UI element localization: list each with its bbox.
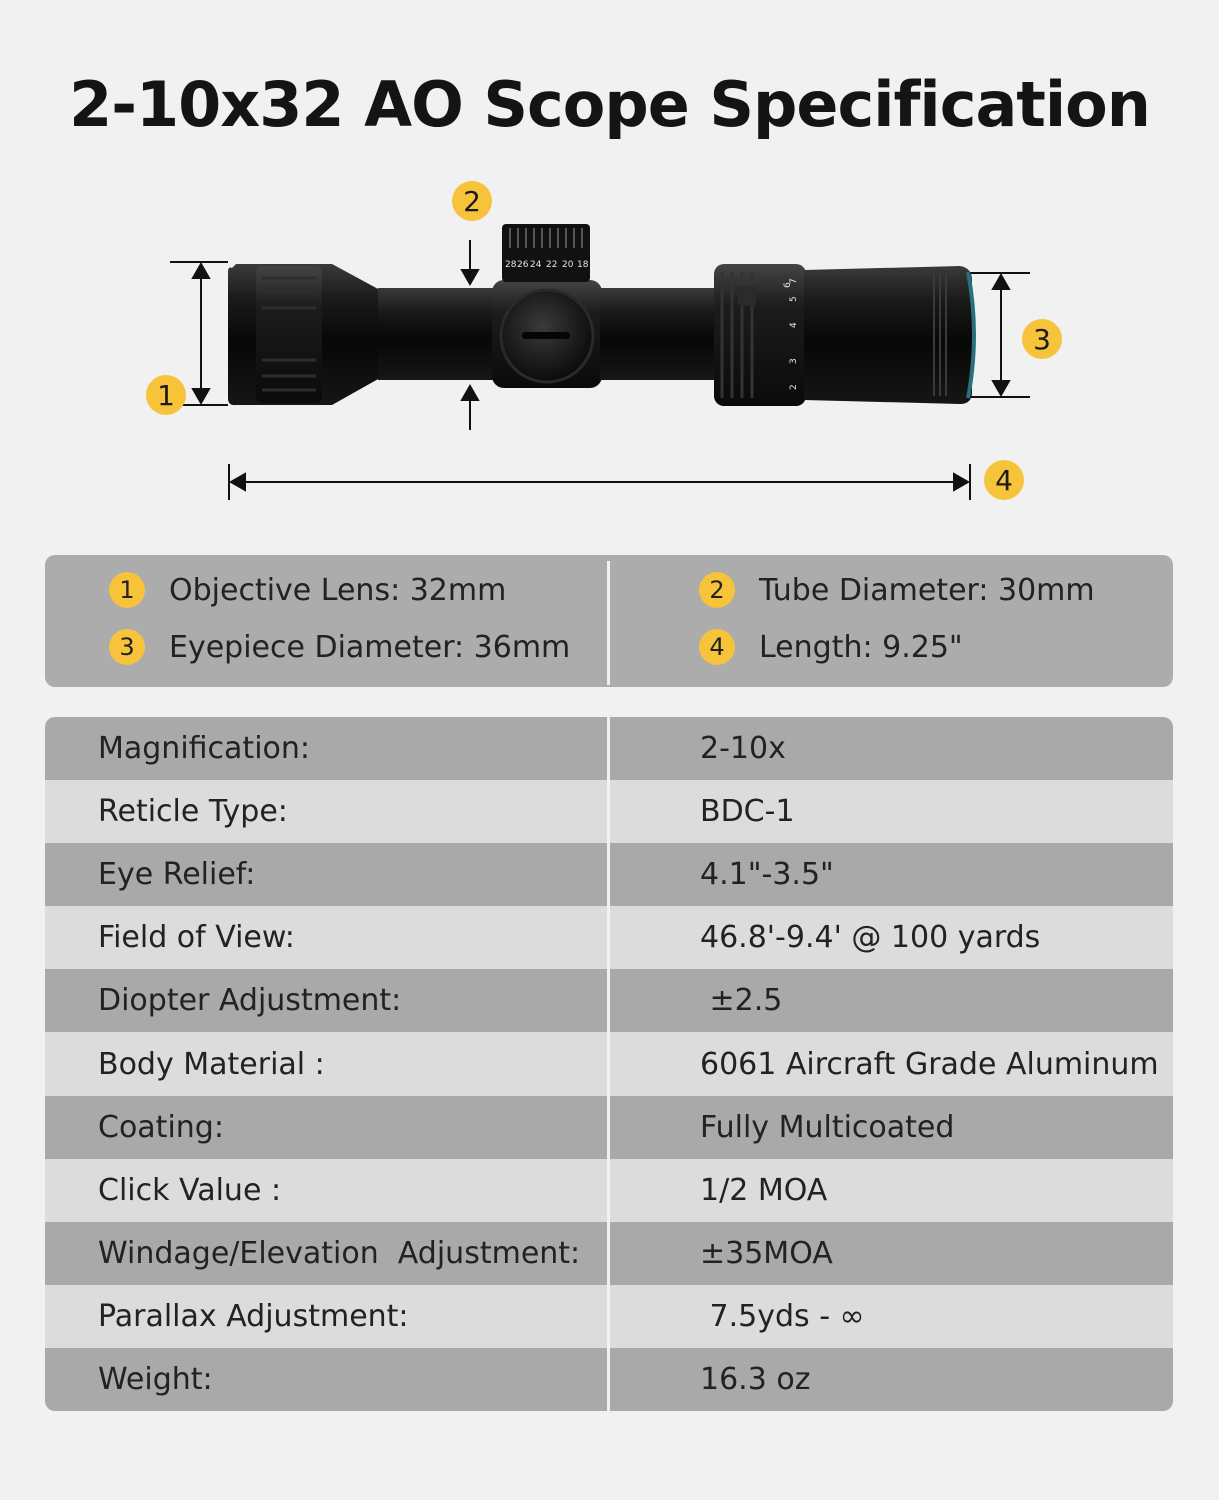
spec-row-field-of-view — [45, 906, 1173, 969]
spec-value: 6061 Aircraft Grade Aluminum — [700, 1046, 1159, 1082]
scope-diagram — [0, 160, 1219, 520]
spec-label: Body Material : — [98, 1046, 325, 1082]
spec-value: 4.1"-3.5" — [700, 857, 834, 893]
spec-label: Parallax Adjustment: — [98, 1298, 409, 1334]
callout-badge-4 — [984, 460, 1024, 500]
spec-value: 7.5yds - ∞ — [700, 1298, 865, 1334]
spec-label: Magnification: — [98, 731, 311, 767]
spec-row-windage-elevation — [45, 1222, 1173, 1285]
spec-value: 1/2 MOA — [700, 1172, 828, 1208]
spec-row-magnification — [45, 717, 1173, 780]
number-badge: 1 — [109, 572, 145, 608]
number-badge: 2 — [699, 572, 735, 608]
spec-value: ±2.5 — [700, 983, 783, 1019]
spec-label: Weight: — [98, 1361, 213, 1397]
page-title: 2-10x32 AO Scope Specification — [69, 68, 1150, 141]
svg-text:2: 2 — [463, 185, 481, 218]
dimension-tube-diameter — [699, 572, 1095, 608]
dimension-objective-lens — [109, 572, 506, 608]
dimension-eyepiece-diameter — [109, 629, 570, 665]
spec-value: ±35MOA — [700, 1235, 833, 1271]
dimension-text: Tube Diameter: 30mm — [759, 572, 1095, 608]
spec-label: Reticle Type: — [98, 794, 288, 830]
turret-scale-5: 18 — [577, 260, 589, 270]
spec-label: Field of View: — [98, 920, 295, 956]
spec-label: Click Value : — [98, 1172, 282, 1208]
callout-badge-1 — [146, 375, 186, 415]
spec-value: 2-10x — [700, 731, 786, 767]
spec-label: Eye Relief: — [98, 857, 256, 893]
spec-row-parallax-adjustment — [45, 1285, 1173, 1348]
spec-value: BDC-1 — [700, 794, 795, 830]
eyepiece-dimension-arrow — [968, 273, 1030, 397]
spec-row-reticle-type — [45, 780, 1173, 843]
ring-scale-1: 6 — [783, 282, 793, 288]
spec-value: Fully Multicoated — [700, 1109, 955, 1145]
dimension-text: Objective Lens: 32mm — [169, 572, 507, 608]
dimensions-divider — [607, 561, 610, 685]
spec-label: Windage/Elevation Adjustment: — [98, 1235, 581, 1271]
spec-row-diopter-adjustment — [45, 969, 1173, 1032]
svg-text:4: 4 — [995, 464, 1013, 497]
spec-label: Diopter Adjustment: — [98, 983, 402, 1019]
number-badge: 4 — [699, 629, 735, 665]
dimensions-panel — [45, 555, 1173, 687]
spec-value: 46.8'-9.4' @ 100 yards — [700, 920, 1041, 956]
ring-scale-5: 2 — [789, 384, 799, 390]
spec-row-click-value — [45, 1159, 1173, 1222]
ring-scale-3: 4 — [789, 322, 799, 328]
ring-scale-2: 5 — [789, 296, 799, 302]
spec-row-weight — [45, 1348, 1173, 1411]
turret-scale-3: 22 — [546, 260, 558, 270]
turret-scale-2: 24 — [530, 260, 542, 270]
number-badge: 3 — [109, 629, 145, 665]
spec-row-body-material — [45, 1032, 1173, 1095]
callout-badge-3 — [1022, 319, 1062, 359]
ring-scale-0: 7 — [789, 278, 799, 284]
spec-value: 16.3 oz — [700, 1361, 811, 1397]
turret-scale-4: 20 — [562, 260, 574, 270]
callout-badge-2 — [452, 181, 492, 221]
turret-scale-1: 26 — [517, 260, 529, 270]
spec-row-coating — [45, 1096, 1173, 1159]
svg-text:3: 3 — [1033, 323, 1051, 356]
dimension-length — [699, 629, 963, 665]
specification-table — [45, 717, 1173, 1411]
rifle-scope — [228, 224, 974, 406]
spec-label: Coating: — [98, 1109, 224, 1145]
spec-row-eye-relief — [45, 843, 1173, 906]
svg-text:1: 1 — [157, 379, 175, 412]
dimension-text: Eyepiece Diameter: 36mm — [169, 629, 571, 665]
length-dimension-arrow — [229, 464, 970, 500]
ring-scale-4: 3 — [789, 358, 799, 364]
dimension-text: Length: 9.25" — [759, 629, 963, 665]
turret-scale-0: 28 — [505, 260, 517, 270]
